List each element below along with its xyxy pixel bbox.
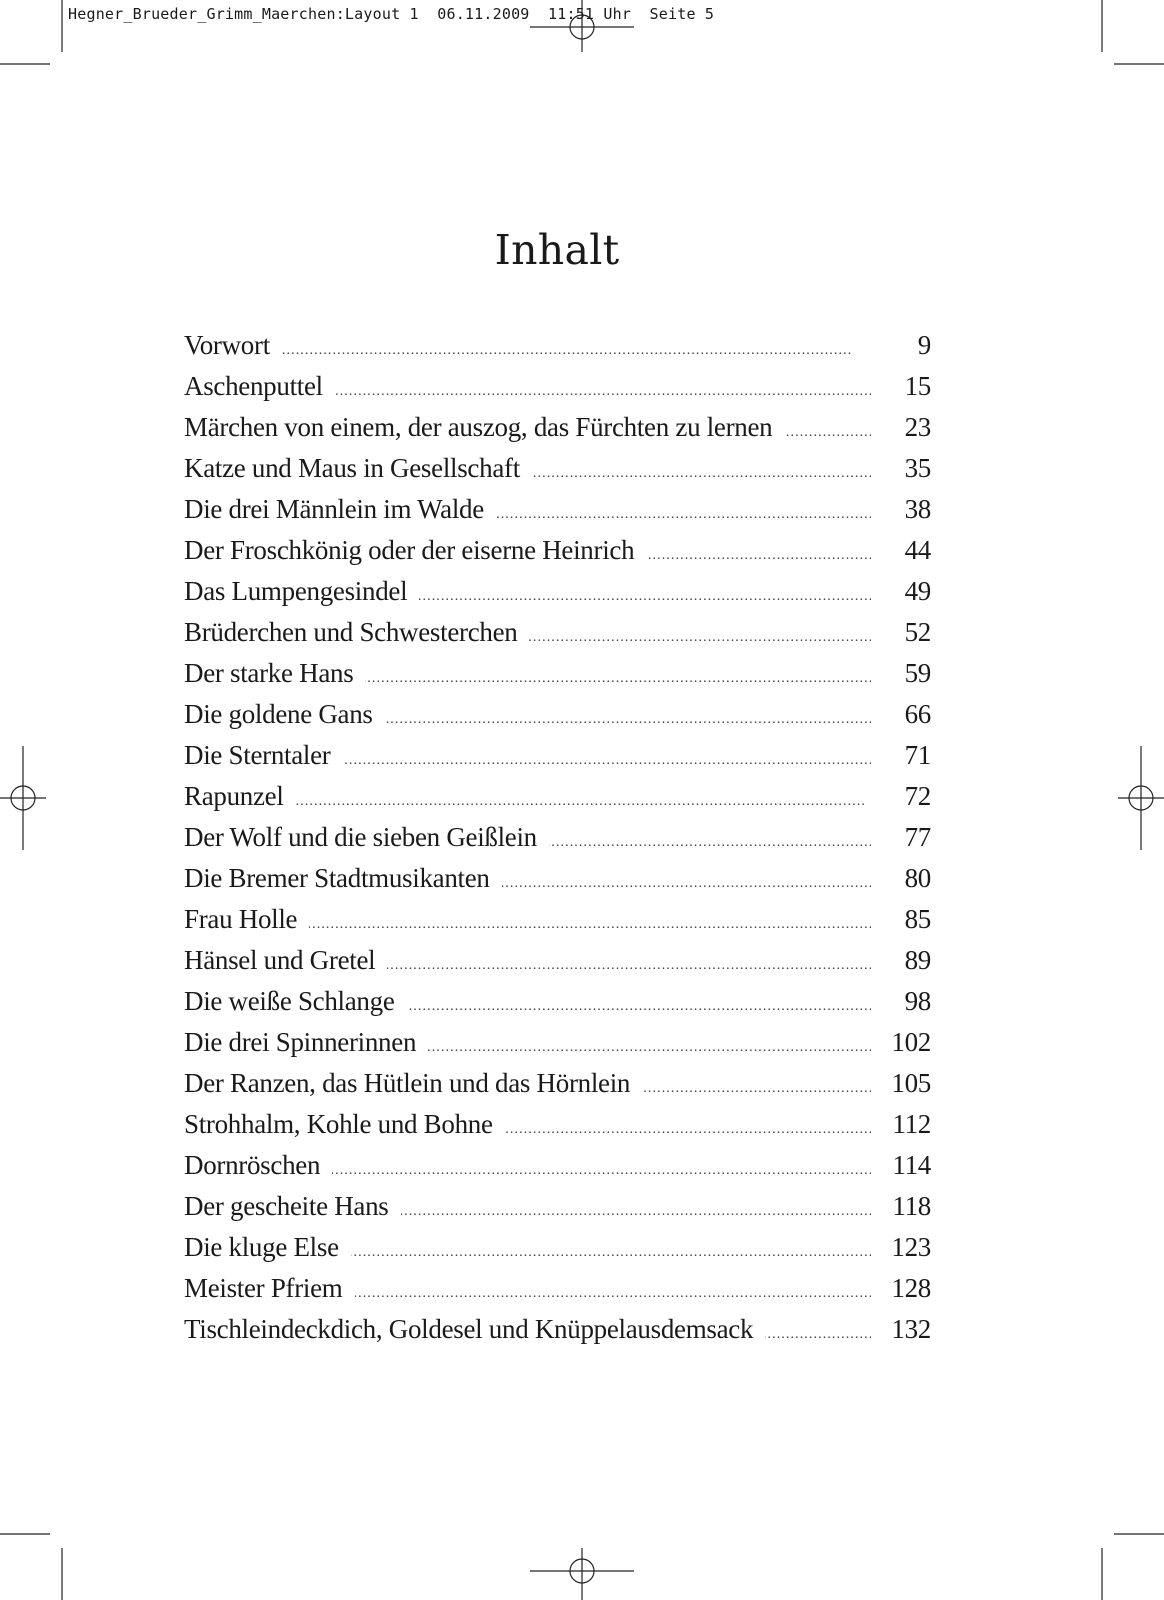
dot-leader xyxy=(385,712,871,728)
dot-leader xyxy=(784,425,871,441)
toc-entry-title: Brüderchen und Schwesterchen xyxy=(184,617,518,647)
toc-entry xyxy=(184,576,931,617)
toc-entry-title: Die Bremer Stadtmusikanten xyxy=(184,863,490,893)
dot-leader xyxy=(428,1040,871,1056)
toc-entry-page-number: 66 xyxy=(904,699,931,729)
toc-entry xyxy=(184,617,931,658)
dot-leader xyxy=(532,466,871,482)
toc-entry-title: Tischleindeckdich, Goldesel und Knüppelausdemsack xyxy=(184,1314,754,1344)
toc-entry xyxy=(184,822,931,863)
dot-leader xyxy=(646,548,871,564)
toc-entry xyxy=(184,412,931,453)
dot-leader xyxy=(401,1204,871,1220)
toc-entry-title: Die goldene Gans xyxy=(184,699,373,729)
toc-entry xyxy=(184,1273,931,1314)
dot-leader xyxy=(505,1122,871,1138)
toc-entry-page-number: 77 xyxy=(904,822,931,852)
toc-entry-title: Vorwort xyxy=(184,330,270,360)
dot-leader xyxy=(496,507,871,523)
toc-entry xyxy=(184,1314,931,1355)
toc-entry-page-number: 128 xyxy=(891,1273,931,1303)
toc-entry-page-number: 38 xyxy=(904,494,931,524)
toc-entry-page-number: 118 xyxy=(892,1191,931,1221)
toc-entry-page-number: 52 xyxy=(904,617,931,647)
toc-entry-page-number: 44 xyxy=(904,535,931,565)
toc-entry-page-number: 89 xyxy=(904,945,931,975)
dot-leader xyxy=(642,1081,871,1097)
dot-leader xyxy=(332,1163,871,1179)
dot-leader xyxy=(419,589,871,605)
dot-leader xyxy=(343,753,872,769)
toc-entry xyxy=(184,453,931,494)
registration-mark-bottom xyxy=(530,1548,634,1600)
toc-entry-title: Frau Holle xyxy=(184,904,298,934)
dot-leader xyxy=(407,999,871,1015)
toc-entry-page-number: 72 xyxy=(904,781,931,811)
dot-leader xyxy=(296,794,871,810)
print-slug-line: Hegner_Brueder_Grimm_Maerchen:Layout 1 06.11.2009 11:51 Uhr Seite 5 xyxy=(68,5,715,23)
table-of-contents xyxy=(184,330,931,1355)
dot-leader xyxy=(351,1245,871,1261)
toc-entry-title: Die drei Männlein im Walde xyxy=(184,494,484,524)
toc-entry xyxy=(184,535,931,576)
toc-entry xyxy=(184,904,931,945)
toc-entry-title: Die Sterntaler xyxy=(184,740,331,770)
toc-entry-title: Die weiße Schlange xyxy=(184,986,395,1016)
toc-entry-page-number: 112 xyxy=(892,1109,931,1139)
toc-entry-page-number: 132 xyxy=(891,1314,931,1344)
toc-entry-page-number: 71 xyxy=(904,740,931,770)
toc-entry-page-number: 98 xyxy=(904,986,931,1016)
dot-leader xyxy=(765,1327,871,1343)
toc-entry-title: Das Lumpengesindel xyxy=(184,576,408,606)
contents-heading: Inhalt xyxy=(494,226,620,274)
registration-mark-top xyxy=(530,0,634,52)
toc-entry xyxy=(184,371,931,412)
toc-entry-page-number: 85 xyxy=(904,904,931,934)
registration-mark-right xyxy=(1118,746,1164,850)
toc-entry-title: Katze und Maus in Gesellschaft xyxy=(184,453,520,483)
dot-leader xyxy=(502,876,871,892)
toc-entry-title: Der starke Hans xyxy=(184,658,354,688)
toc-entry xyxy=(184,945,931,986)
toc-entry-title: Der gescheite Hans xyxy=(184,1191,389,1221)
toc-entry xyxy=(184,1191,931,1232)
toc-entry xyxy=(184,494,931,535)
dot-leader xyxy=(549,835,871,851)
dot-leader xyxy=(365,671,871,687)
toc-entry xyxy=(184,740,931,781)
toc-entry xyxy=(184,863,931,904)
toc-entry xyxy=(184,986,931,1027)
toc-entry-page-number: 105 xyxy=(891,1068,931,1098)
dot-leader xyxy=(355,1286,871,1302)
toc-entry-page-number: 9 xyxy=(917,330,931,360)
dot-leader xyxy=(282,343,871,359)
toc-entry-page-number: 49 xyxy=(904,576,931,606)
toc-entry xyxy=(184,1027,931,1068)
toc-entry-title: Dornröschen xyxy=(184,1150,321,1180)
toc-entry-title: Strohhalm, Kohle und Bohne xyxy=(184,1109,493,1139)
toc-entry-title: Hänsel und Gretel xyxy=(184,945,376,975)
toc-entry xyxy=(184,699,931,740)
toc-entry-page-number: 102 xyxy=(891,1027,931,1057)
toc-entry xyxy=(184,330,931,371)
dot-leader xyxy=(387,958,871,974)
toc-entry xyxy=(184,1109,931,1150)
toc-entry-page-number: 15 xyxy=(904,371,931,401)
toc-entry xyxy=(184,781,931,822)
toc-entry-title: Märchen von einem, der auszog, das Fürchten zu lernen xyxy=(184,412,773,442)
toc-entry-title: Rapunzel xyxy=(184,781,284,811)
toc-entry-title: Die kluge Else xyxy=(184,1232,339,1262)
toc-entry-title: Der Froschkönig oder der eiserne Heinrich xyxy=(184,535,635,565)
toc-entry xyxy=(184,1232,931,1273)
dot-leader xyxy=(529,630,871,646)
toc-entry-page-number: 35 xyxy=(904,453,931,483)
registration-mark-left xyxy=(0,746,46,850)
toc-entry-title: Meister Pfriem xyxy=(184,1273,343,1303)
toc-entry-page-number: 23 xyxy=(904,412,931,442)
toc-entry-page-number: 80 xyxy=(904,863,931,893)
toc-entry-title: Die drei Spinnerinnen xyxy=(184,1027,417,1057)
toc-entry xyxy=(184,1068,931,1109)
toc-entry-title: Der Wolf und die sieben Geißlein xyxy=(184,822,537,852)
toc-entry-page-number: 123 xyxy=(891,1232,931,1262)
toc-entry-page-number: 59 xyxy=(904,658,931,688)
dot-leader xyxy=(309,917,871,933)
dot-leader xyxy=(335,384,871,400)
toc-entry xyxy=(184,1150,931,1191)
toc-entry xyxy=(184,658,931,699)
toc-entry-page-number: 114 xyxy=(892,1150,931,1180)
toc-entry-title: Aschenputtel xyxy=(184,371,323,401)
toc-entry-title: Der Ranzen, das Hütlein und das Hörnlein xyxy=(184,1068,631,1098)
